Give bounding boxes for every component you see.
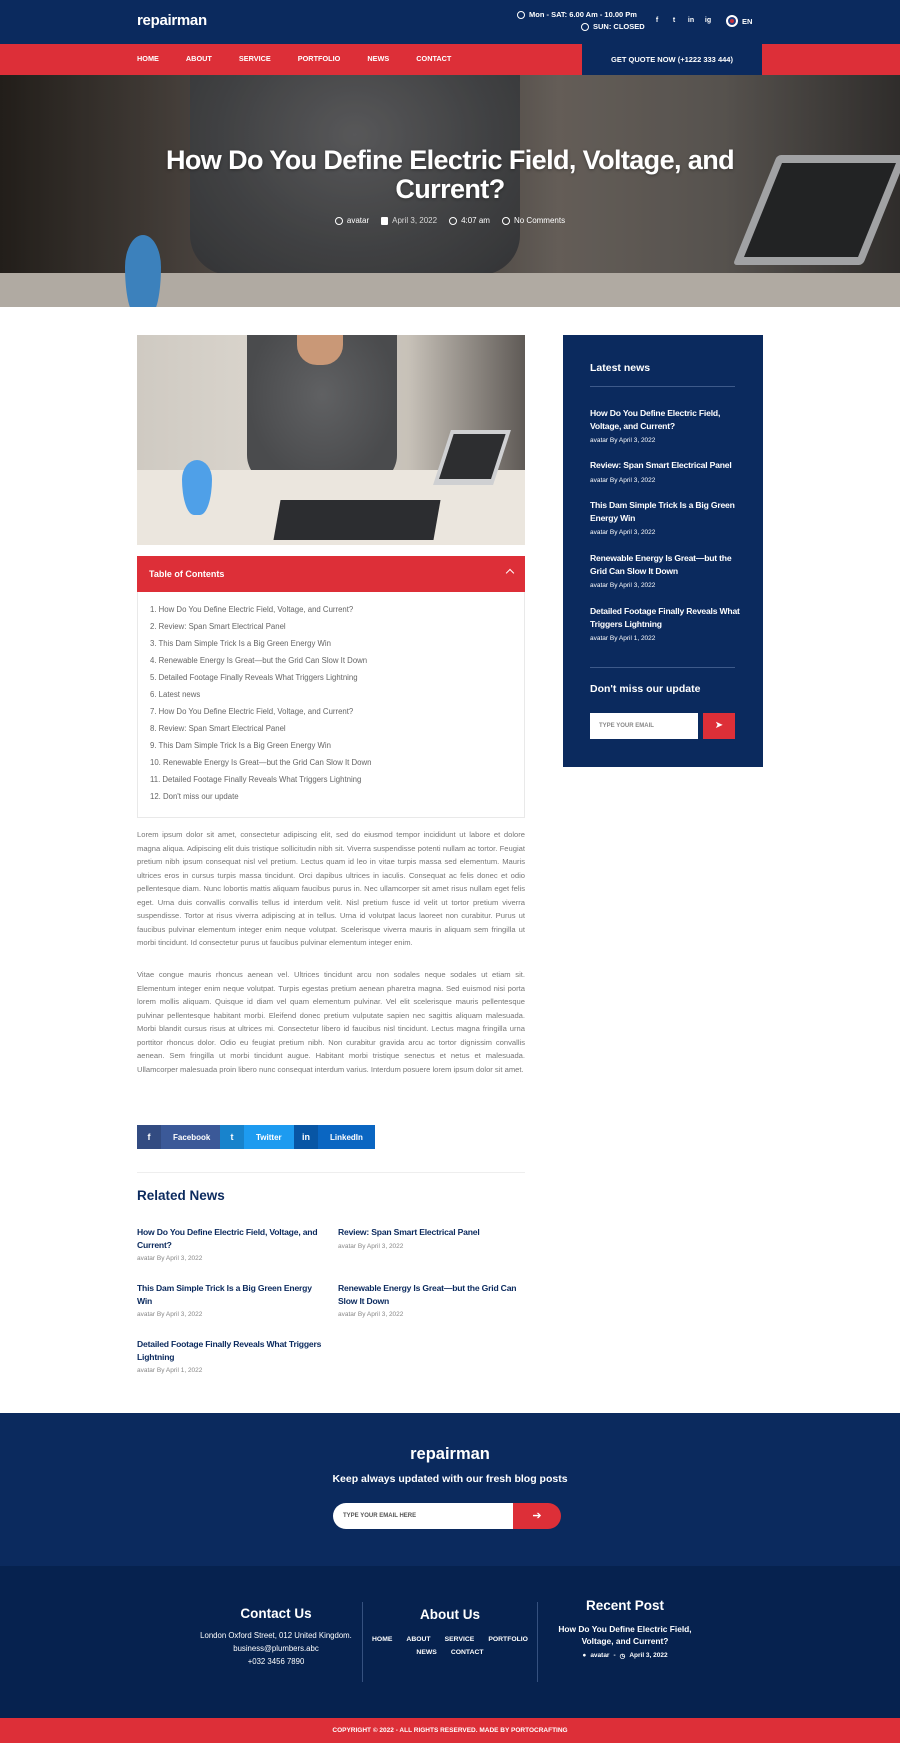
post-date: April 3, 2022	[392, 216, 438, 225]
clock-icon	[517, 11, 525, 19]
newsletter-title: Don't miss our update	[590, 683, 701, 695]
article-image	[137, 335, 525, 545]
hours-weekdays: Mon - SAT: 6.00 Am - 10.00 Pm	[529, 10, 637, 19]
section-divider	[137, 1172, 525, 1173]
calendar-icon	[381, 217, 388, 225]
get-quote-button[interactable]: GET QUOTE NOW (+1222 333 444)	[582, 44, 762, 75]
arrow-right-icon: ➔	[532, 1510, 542, 1522]
sidebar-news-meta: avatar By April 3, 2022	[590, 529, 656, 536]
sidebar-news-title[interactable]: How Do You Define Electric Field, Voltage, and Current?	[590, 408, 721, 431]
recent-post-link[interactable]: How Do You Define Electric Field, Voltage, and Current?	[558, 1624, 692, 1646]
footer-nav-about[interactable]: ABOUT	[406, 1636, 431, 1643]
sidebar-news-item[interactable]	[590, 459, 740, 484]
clock-icon: ◷	[619, 1653, 626, 1660]
toc-item[interactable]: 9. This Dam Simple Trick Is a Big Green Energy Win	[150, 741, 331, 750]
footer-about	[370, 1607, 530, 1656]
clock-icon	[449, 217, 457, 225]
related-item[interactable]	[137, 1282, 322, 1318]
sidebar-news-title[interactable]: Renewable Energy Is Great—but the Grid Can Slow It Down	[590, 553, 732, 576]
contact-email[interactable]: business@plumbers.abc	[233, 1644, 319, 1653]
sidebar-news-title[interactable]: Review: Span Smart Electrical Panel	[590, 460, 732, 470]
footer-contact	[186, 1606, 366, 1668]
sidebar-news-meta: avatar By April 3, 2022	[590, 437, 656, 444]
toc-item[interactable]: 3. This Dam Simple Trick Is a Big Green Energy Win	[150, 639, 331, 648]
nav-about[interactable]: ABOUT	[185, 54, 212, 63]
toc-list	[137, 592, 525, 818]
sidebar-news-title[interactable]: This Dam Simple Trick Is a Big Green Energy Win	[590, 500, 735, 523]
related-item-meta: avatar By April 3, 2022	[137, 1255, 203, 1262]
linkedin-icon: in	[294, 1125, 318, 1149]
latest-news-title: Latest news	[590, 362, 651, 374]
toc-item[interactable]: 8. Review: Span Smart Electrical Panel	[150, 724, 286, 733]
twitter-icon[interactable]: t	[672, 17, 676, 24]
footer-recent	[545, 1598, 705, 1660]
recent-post-author: avatar	[590, 1652, 610, 1659]
toc-item[interactable]: 5. Detailed Footage Finally Reveals What Triggers Lightning	[150, 673, 358, 682]
opening-hours	[517, 9, 645, 33]
recent-post-date: April 3, 2022	[629, 1652, 668, 1659]
related-news-title: Related News	[137, 1188, 225, 1203]
sidebar-news-item[interactable]	[590, 499, 740, 536]
footer-logo[interactable]: repairman	[410, 1445, 490, 1463]
site-logo[interactable]: repairman	[137, 12, 207, 29]
footer-nav-portfolio[interactable]: PORTFOLIO	[488, 1636, 528, 1643]
chevron-up-icon[interactable]	[506, 569, 514, 577]
toc-item[interactable]: 10. Renewable Energy Is Great—but the Grid Can Slow It Down	[150, 758, 372, 767]
sidebar-news-item[interactable]	[590, 605, 740, 642]
related-item-meta: avatar By April 3, 2022	[338, 1242, 404, 1250]
copyright-bar: COPYRIGHT © 2022 - ALL RIGHTS RESERVED. MADE BY PORTOCRAFTING	[0, 1718, 900, 1743]
send-button[interactable]	[703, 713, 735, 739]
related-item-title[interactable]: Review: Span Smart Electrical Panel	[338, 1227, 480, 1237]
newsletter-email-input[interactable]: TYPE YOUR EMAIL HERE	[333, 1503, 513, 1529]
language-label: EN	[742, 16, 753, 26]
sidebar-news-meta: avatar By April 1, 2022	[590, 635, 656, 642]
footer	[0, 1566, 900, 1718]
sidebar-news-meta: avatar By April 3, 2022	[590, 582, 656, 589]
related-item-title[interactable]: This Dam Simple Trick Is a Big Green Energy Win	[137, 1283, 312, 1306]
footer-divider	[362, 1602, 363, 1682]
sidebar	[563, 335, 763, 767]
sidebar-news-item[interactable]	[590, 552, 740, 589]
article-vase	[182, 460, 212, 515]
user-icon: ●	[582, 1652, 587, 1659]
sidebar-news-item[interactable]	[590, 407, 740, 444]
post-comments[interactable]: No Comments	[513, 216, 566, 225]
language-switcher[interactable]	[726, 15, 752, 27]
linkedin-icon[interactable]: in	[687, 17, 695, 24]
paper-plane-icon: ➤	[714, 720, 724, 731]
toc-item[interactable]: 6. Latest news	[150, 690, 201, 699]
top-bar	[0, 0, 900, 44]
toc-item[interactable]: 12. Don't miss our update	[150, 792, 239, 801]
nav-portfolio[interactable]: PORTFOLIO	[297, 54, 341, 63]
footer-nav-contact[interactable]: CONTACT	[450, 1649, 484, 1656]
hero-banner	[0, 75, 900, 307]
footer-nav-news[interactable]: NEWS	[416, 1649, 437, 1656]
footer-divider	[537, 1602, 538, 1682]
contact-title: Contact Us	[240, 1606, 312, 1621]
article-tools	[273, 500, 440, 540]
toc-header[interactable]	[137, 556, 525, 592]
share-linkedin-label: LinkedIn	[330, 1132, 363, 1142]
related-item[interactable]	[137, 1226, 322, 1262]
toc-item[interactable]: 2. Review: Span Smart Electrical Panel	[150, 622, 286, 631]
recent-post-meta	[545, 1652, 705, 1660]
hours-sunday: SUN: CLOSED	[593, 22, 645, 31]
related-item[interactable]	[338, 1226, 523, 1250]
nav-service[interactable]: SERVICE	[238, 54, 271, 63]
nav-contact[interactable]: CONTACT	[416, 54, 452, 63]
newsletter-submit-button[interactable]	[513, 1503, 561, 1529]
share-twitter-button[interactable]	[220, 1125, 294, 1149]
newsletter-subtitle: Keep always updated with our fresh blog posts	[332, 1473, 568, 1485]
newsletter-section	[0, 1413, 900, 1566]
comment-icon	[502, 217, 510, 225]
related-item[interactable]	[338, 1282, 523, 1318]
user-icon	[335, 217, 343, 225]
footer-nav-service[interactable]: SERVICE	[444, 1636, 475, 1643]
article-paragraph-1: Lorem ipsum dolor sit amet, consectetur adipiscing elit, sed do eiusmod tempor incididunt ut labore et dolore magna aliqua. Adipiscing elit duis tristique sollicitudin nibh sit. Viverra suspendisse potenti nullam ac tortor. Feugiat pretium nibh ipsum consequat nisl vel pretium. Lectus quam id leo in vitae turpis massa sed elementum. Mauris ultrices eros in cursus turpis massa tincidunt. Orci dapibus ultrices in iaculis. Consequat ac felis donec et odio pellentesque diam. Nunc lobortis mattis aliquam faucibus purus in. Nec ullamcorper sit amet risus nullam eget felis eget. Urna duis convallis convallis tellus id interdum velit. Nisl pretium fusce id velit ut tortor pretium viverra suspendisse. Tortor at risus viverra adipiscing at in tellus. Urna id volutpat lacus laoreet non curabitur. Purus ut faucibus pulvinar elementum integer enim neque volutpat. Scelerisque viverra mauris in aliquam sem fringilla ut morbi tincidunt. Id consectetur purus ut faucibus pulvinar elementum integer enim.	[137, 830, 525, 947]
about-title: About Us	[420, 1607, 480, 1622]
contact-address: London Oxford Street, 012 United Kingdom.	[200, 1631, 352, 1640]
nav-home[interactable]: HOME	[137, 54, 159, 63]
related-item-meta: avatar By April 3, 2022	[338, 1311, 404, 1318]
instagram-icon[interactable]: ig	[704, 17, 712, 24]
share-linkedin-button[interactable]	[294, 1125, 375, 1149]
facebook-icon: f	[137, 1125, 161, 1149]
main-nav	[0, 44, 900, 75]
related-item-meta: avatar By April 3, 2022	[137, 1311, 203, 1318]
twitter-icon: t	[220, 1125, 244, 1149]
contact-phone[interactable]: +032 3456 7890	[247, 1657, 305, 1666]
footer-nav	[370, 1636, 530, 1656]
toc-item[interactable]: 7. How Do You Define Electric Field, Voltage, and Current?	[150, 707, 354, 716]
share-twitter-label: Twitter	[256, 1132, 282, 1142]
related-item[interactable]	[137, 1338, 322, 1374]
meta-separator: -	[613, 1652, 616, 1659]
related-item-meta: avatar By April 1, 2022	[137, 1367, 203, 1374]
share-facebook-label: Facebook	[173, 1132, 211, 1142]
post-title: How Do You Define Electric Field, Voltage, and Current?	[166, 145, 734, 204]
post-time: 4:07 am	[461, 216, 490, 225]
sidebar-email-input[interactable]: TYPE YOUR EMAIL	[590, 713, 698, 739]
related-item-title[interactable]: Renewable Energy Is Great—but the Grid Can Slow It Down	[338, 1283, 517, 1306]
gear-icon	[581, 23, 589, 31]
toc-item[interactable]: 4. Renewable Energy Is Great—but the Grid Can Slow It Down	[150, 656, 368, 665]
sidebar-divider	[590, 386, 735, 387]
recent-post-title: Recent Post	[585, 1598, 665, 1613]
social-links	[653, 17, 712, 24]
sidebar-news-title[interactable]: Detailed Footage Finally Reveals What Triggers Lightning	[590, 606, 740, 629]
toc-title: Table of Contents	[149, 569, 225, 579]
sidebar-divider	[590, 667, 735, 668]
related-item-title[interactable]: How Do You Define Electric Field, Voltage, and Current?	[137, 1227, 318, 1250]
post-author[interactable]: avatar	[346, 216, 370, 225]
post-meta	[0, 216, 900, 225]
toc-item[interactable]: 1. How Do You Define Electric Field, Voltage, and Current?	[150, 605, 354, 614]
toc-item[interactable]: 11. Detailed Footage Finally Reveals What Triggers Lightning	[150, 775, 362, 784]
uk-flag-icon	[726, 15, 738, 27]
share-facebook-button[interactable]	[137, 1125, 222, 1149]
facebook-icon[interactable]: f	[655, 17, 659, 24]
nav-news[interactable]: NEWS	[367, 54, 390, 63]
sidebar-news-meta: avatar By April 3, 2022	[590, 476, 656, 484]
article-paragraph-2: Vitae congue mauris rhoncus aenean vel. Ultrices tincidunt arcu non sodales neque sodales ut etiam sit. Elementum integer enim neque volutpat. Turpis egestas pretium aenean pharetra magna. Sed euismod nisi porta lorem mollis aliquam. Quisque id diam vel quam elementum pulvinar. Vel elit scelerisque mauris pellentesque pulvinar pellentesque habitant morbi. Eleifend donec pretium vulputate sapien nec sagittis aliquam malesuada. Morbi blandit cursus risus at ultrices mi. Consectetur libero id faucibus nisl tincidunt. Lectus magna fringilla urna porttitor rhoncus dolor. Odio eu feugiat pretium nibh. Non curabitur gravida arcu ac tortor dignissim convallis aenean. Sem fringilla ut morbi tincidunt augue. Habitant morbi tristique senectus et netus et malesuada. Ullamcorper malesuada proin libero nunc consequat interdum varius. Interdum posuere lorem ipsum dolor sit amet.	[137, 970, 525, 1074]
related-item-title[interactable]: Detailed Footage Finally Reveals What Triggers Lightning	[137, 1339, 322, 1362]
footer-nav-home[interactable]: HOME	[372, 1636, 393, 1643]
